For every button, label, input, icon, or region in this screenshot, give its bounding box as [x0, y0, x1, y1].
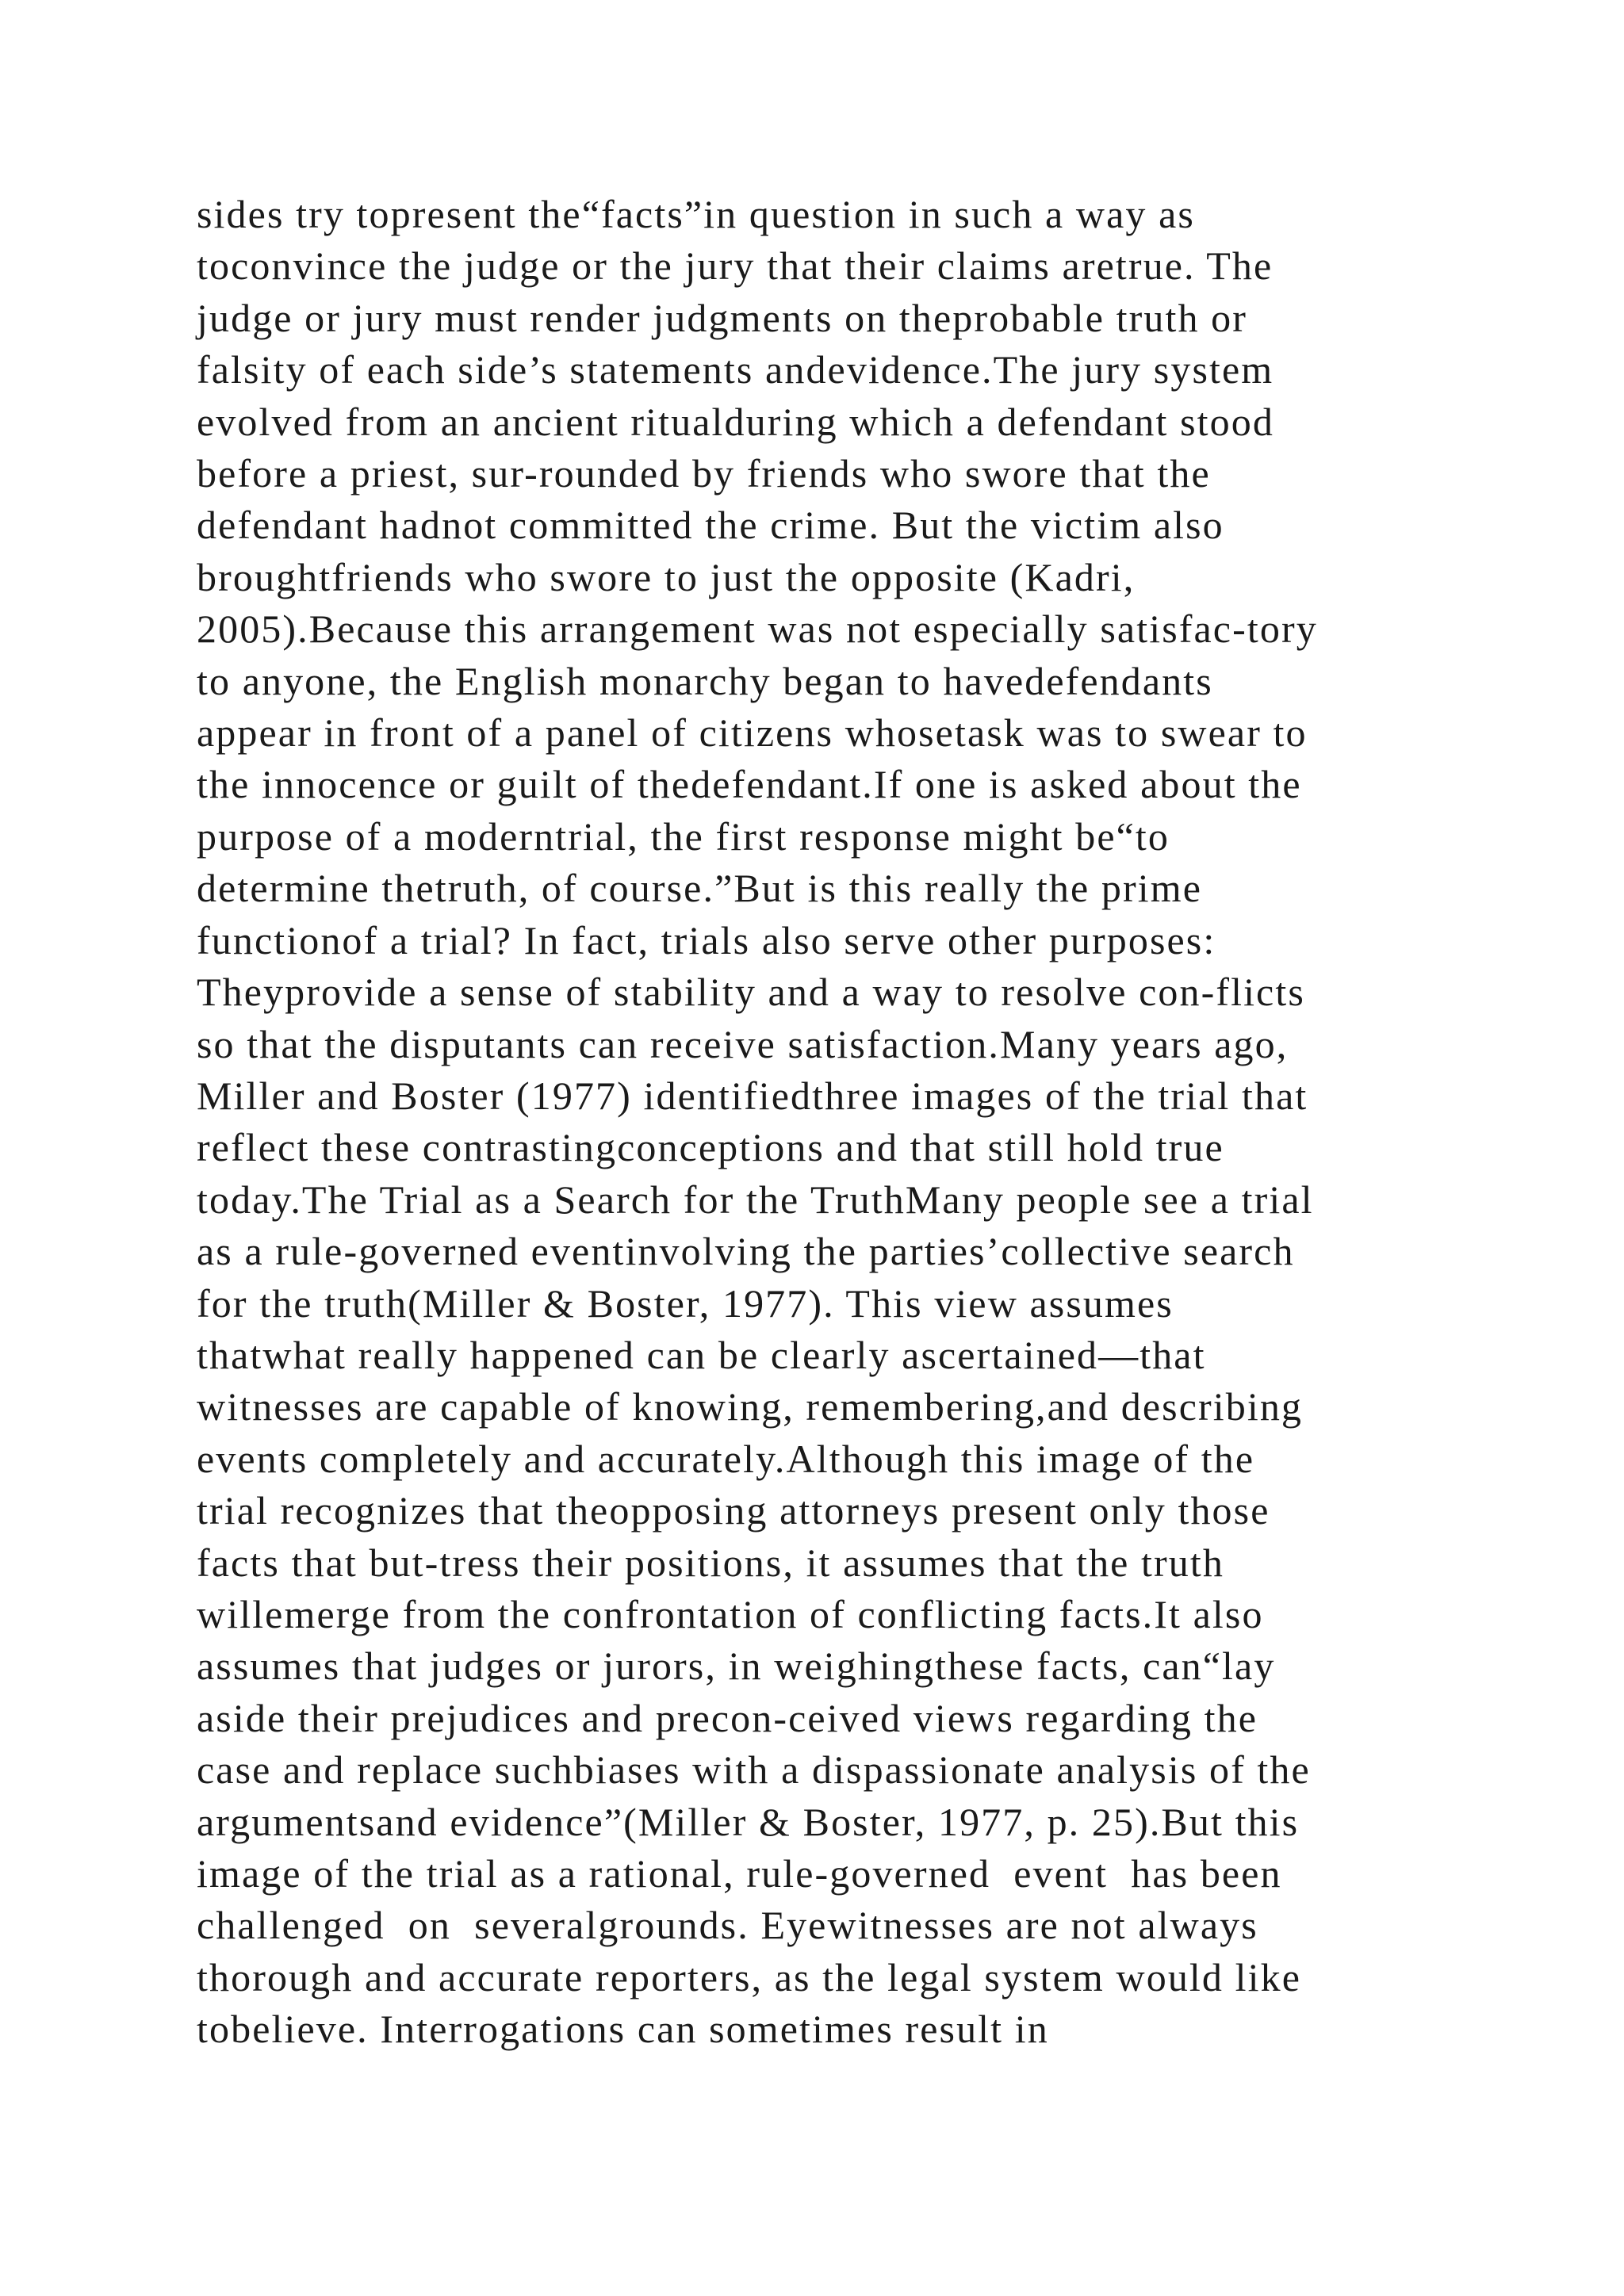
text-line: appear in front of a panel of citizens whosetask was to swear to: [197, 710, 1308, 756]
text-line: Miller and Boster (1977) identifiedthree images of the trial that: [197, 1073, 1308, 1118]
text-line: defendant hadnot committed the crime. But the victim also: [197, 503, 1224, 548]
text-line: events completely and accurately.Although this image of the: [197, 1436, 1255, 1481]
text-line: willemerge from the confrontation of conflicting facts.It also: [197, 1591, 1264, 1636]
text-line: determine thetruth, of course.”But is this really the prime: [197, 866, 1203, 911]
text-line: thatwhat really happened can be clearly ascertained—that: [197, 1332, 1206, 1377]
text-line: judge or jury must render judgments on theprobable truth or: [197, 295, 1248, 340]
text-line: toconvince the judge or the jury that their claims aretrue. The: [197, 243, 1274, 289]
body-text: [197, 189, 1545, 2056]
text-line: image of the trial as a rational, rule-governed event has been: [197, 1851, 1282, 1896]
text-line: broughtfriends who swore to just the opposite (Kadri,: [197, 554, 1136, 599]
text-line: purpose of a moderntrial, the first response might be“to: [197, 813, 1170, 859]
text-line: as a rule-governed eventinvolving the parties’collective search: [197, 1229, 1295, 1274]
text-line: to anyone, the English monarchy began to havedefendants: [197, 658, 1213, 703]
text-line: today.The Trial as a Search for the TruthMany people see a trial: [197, 1177, 1314, 1222]
text-line: 2005).Because this arrangement was not especially satisfac-tory: [197, 607, 1318, 652]
text-line: reflect these contrastingconceptions and that still hold true: [197, 1125, 1224, 1170]
text-line: so that the disputants can receive satisfaction.Many years ago,: [197, 1021, 1289, 1066]
text-line: evolved from an ancient ritualduring which a defendant stood: [197, 399, 1274, 444]
text-line: thorough and accurate reporters, as the legal system would like: [197, 1954, 1301, 1999]
text-line: the innocence or guilt of thedefendant.If one is asked about the: [197, 762, 1302, 807]
text-line: facts that but-tress their positions, it assumes that the truth: [197, 1540, 1224, 1585]
text-line: trial recognizes that theopposing attorneys present only those: [197, 1488, 1270, 1533]
text-line: before a priest, sur-rounded by friends who swore that the: [197, 451, 1211, 496]
text-line: assumes that judges or jurors, in weighingthese facts, can“lay: [197, 1644, 1276, 1689]
text-line: tobelieve. Interrogations can sometimes result in: [197, 2007, 1049, 2052]
text-line: sides try topresent the“facts”in question in such a way as: [197, 192, 1195, 236]
text-line: argumentsand evidence”(Miller & Boster, 1977, p. 25).But this: [197, 1799, 1300, 1844]
text-line: falsity of each side’s statements andevidence.The jury system: [197, 347, 1274, 392]
text-line: witnesses are capable of knowing, remembering,and describing: [197, 1384, 1304, 1429]
text-line: aside their prejudices and precon-ceived views regarding the: [197, 1695, 1258, 1740]
text-line: Theyprovide a sense of stability and a way to resolve con-flicts: [197, 970, 1305, 1015]
text-line: functionof a trial? In fact, trials also serve other purposes:: [197, 917, 1216, 962]
text-line: challenged on severalgrounds. Eyewitnesses are not always: [197, 1903, 1258, 1948]
text-line: case and replace suchbiases with a dispassionate analysis of the: [197, 1747, 1311, 1793]
text-line: for the truth(Miller & Boster, 1977). This view assumes: [197, 1280, 1174, 1326]
